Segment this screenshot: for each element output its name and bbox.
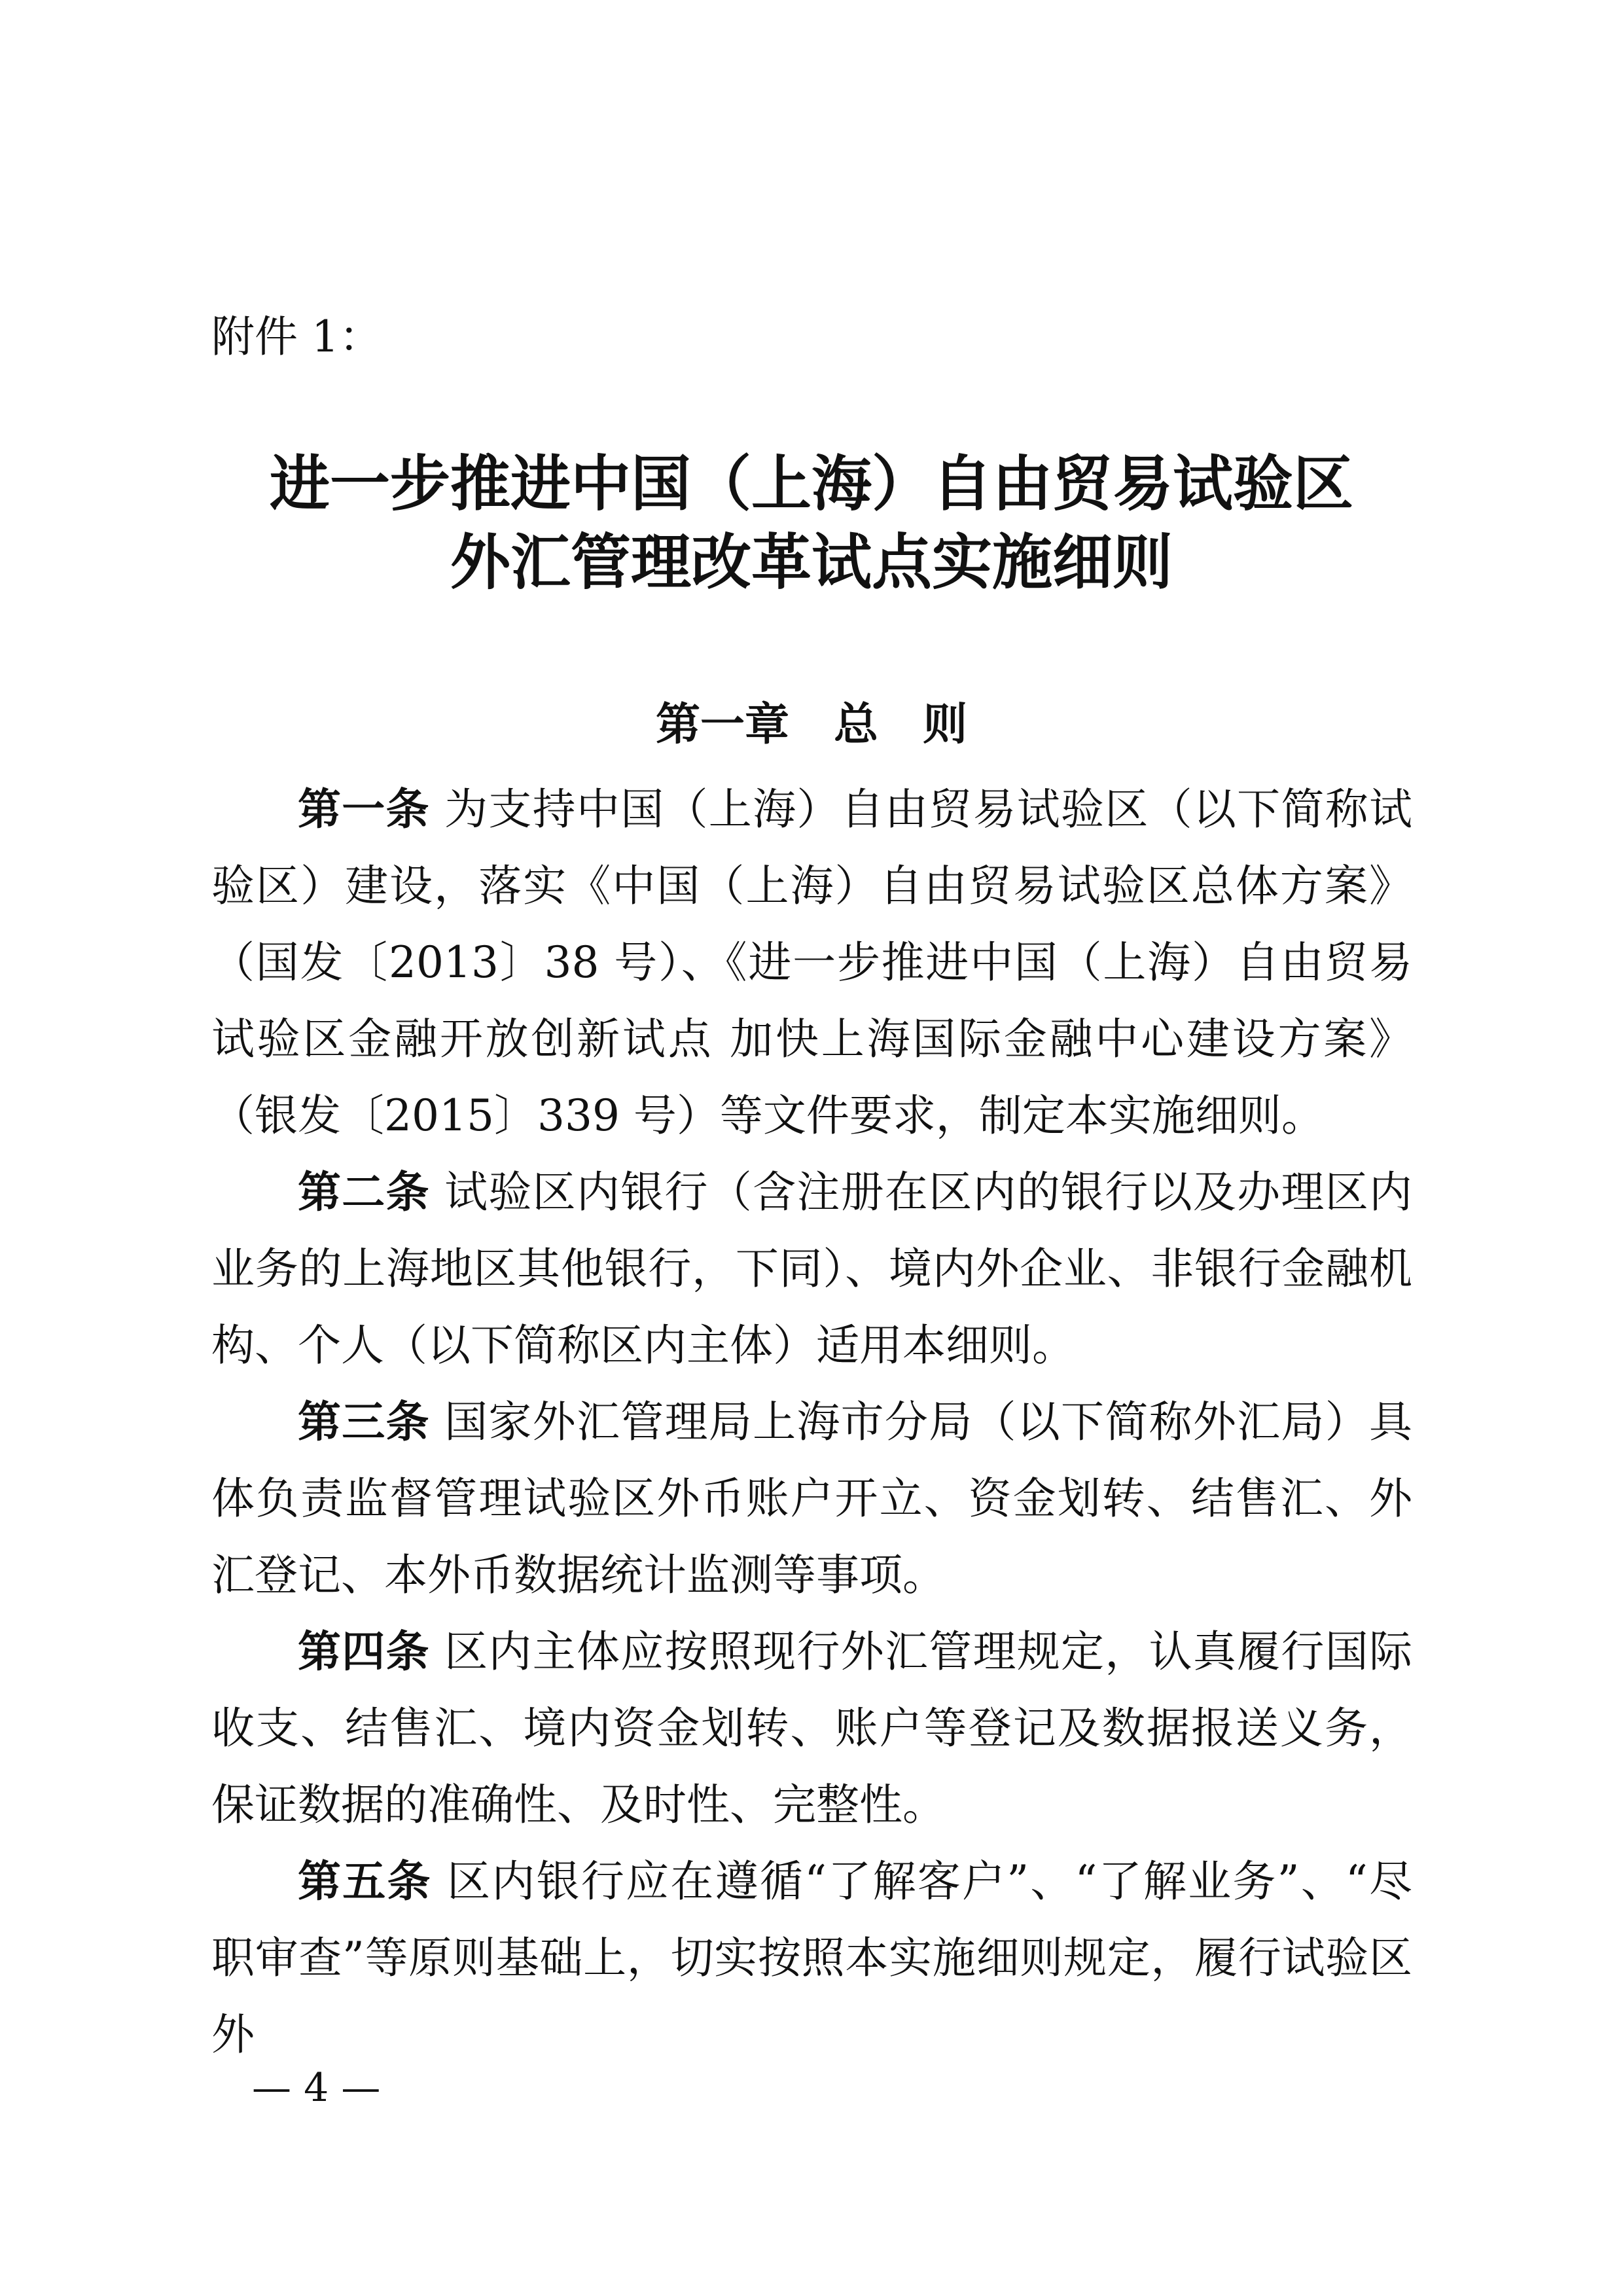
article-2	[211, 1154, 1412, 1384]
article-text: 区内银行应在遵循“了解客户”、“了解业务”、“尽职审查”等原则基础上，切实按照本实施细则规定，履行试验区外	[211, 1856, 1412, 2060]
article-text: 区内主体应按照现行外汇管理规定，认真履行国际收支、结售汇、境内资金划转、账户等登记及数据报送义务，保证数据的准确性、及时性、完整性。	[211, 1626, 1412, 1830]
document-title-line-2: 外汇管理改革试点实施细则	[450, 528, 1173, 598]
article-heading: 第二条	[298, 1167, 430, 1217]
article-1	[211, 771, 1412, 1154]
article-text: 试验区内银行（含注册在区内的银行以及办理区内业务的上海地区其他银行，下同）、境内外企业、非银行金融机构、个人（以下简称区内主体）适用本细则。	[211, 1167, 1412, 1371]
document-title-line-1: 进一步推进中国（上海）自由贸易试验区	[269, 449, 1353, 519]
article-text: 国家外汇管理局上海市分局（以下简称外汇局）具体负责监督管理试验区外币账户开立、资金划转、结售汇、外汇登记、本外币数据统计监测等事项。	[211, 1397, 1412, 1600]
article-5	[211, 1843, 1412, 2073]
annex-label: 附件 1：	[211, 312, 382, 362]
document-body	[211, 771, 1412, 2073]
article-heading: 第五条	[298, 1856, 432, 1907]
article-text: 为支持中国（上海）自由贸易试验区（以下简称试验区）建设，落实《中国（上海）自由贸易试验区总体方案》（国发〔2013〕38 号）、《进一步推进中国（上海）自由贸易试验区金融开放创新试点 加快上海国际金融中心建设方案》（银发〔2015〕339 号）等文件要求，制定本实施细则。	[211, 784, 1412, 1141]
article-4	[211, 1613, 1412, 1843]
article-heading: 第四条	[298, 1626, 430, 1677]
article-3	[211, 1384, 1412, 1613]
article-heading: 第三条	[298, 1397, 430, 1447]
page-number: — 4 —	[252, 2065, 381, 2111]
chapter-heading: 第一章 总 则	[655, 699, 967, 751]
article-heading: 第一条	[298, 784, 430, 834]
